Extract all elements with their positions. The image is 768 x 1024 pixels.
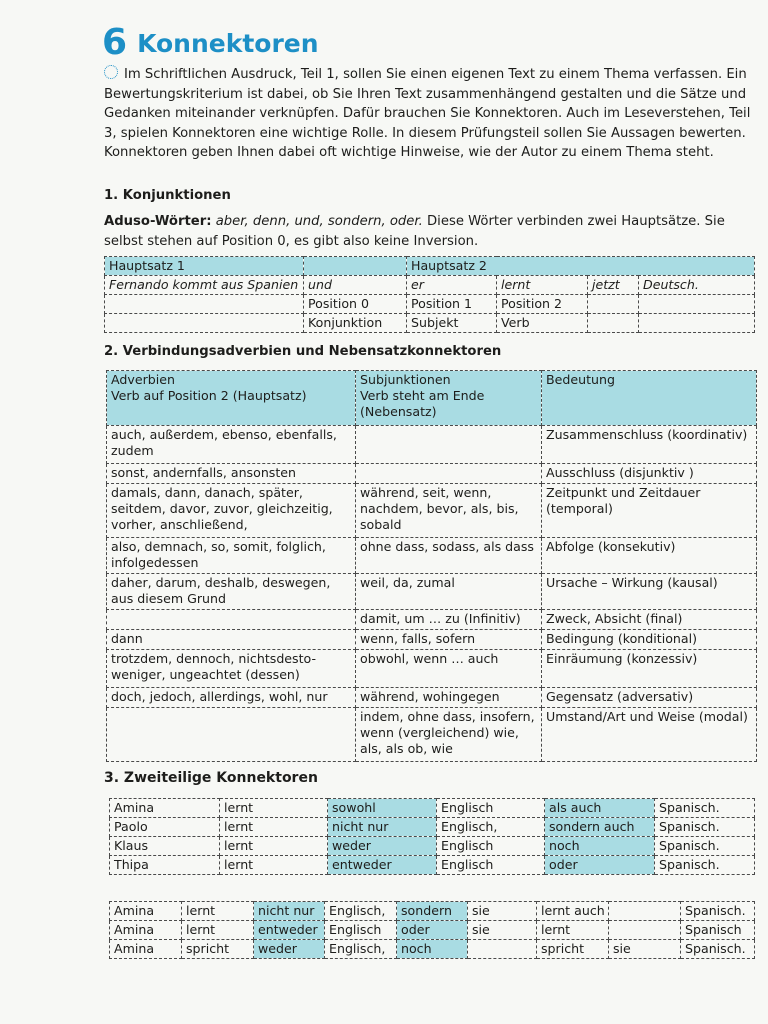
table-cell: Spanisch. — [655, 837, 755, 856]
table-cell: ohne dass, sodass, als dass — [356, 538, 542, 574]
chapter-title: Konnektoren — [137, 29, 319, 58]
aduso-rest: Diese Wörter verbinden zwei Hauptsätze. Sie selbst stehen auf Position 0, es gibt also keine Inversion. — [104, 214, 725, 249]
table-cell: also, demnach, so, somit, folglich, infolgedessen — [107, 538, 356, 574]
table-cell: Englisch — [437, 856, 545, 875]
table-cell: wenn, falls, sofern — [356, 630, 542, 650]
table-cell: entweder — [254, 921, 325, 940]
table-cell: Thipa — [110, 856, 220, 875]
table-row — [105, 276, 755, 295]
table-cell: weder — [254, 940, 325, 959]
table-cell: lernt — [220, 818, 328, 837]
table-cell: Zusammenschluss (koordinativ) — [542, 426, 757, 464]
table-row — [110, 818, 755, 837]
table-row — [110, 902, 755, 921]
table-cell: Amina — [110, 940, 182, 959]
table-cell: sowohl — [328, 799, 437, 818]
table-cell: als auch — [545, 799, 655, 818]
table-cell: auch, außerdem, ebenso, ebenfalls, zudem — [107, 426, 356, 464]
table-cell: oder — [397, 921, 468, 940]
table-cell: Spanisch — [681, 921, 755, 940]
table-cell — [588, 295, 639, 314]
chapter-number: 6 — [102, 22, 128, 63]
table-cell: sie — [468, 921, 537, 940]
table-cell — [639, 295, 755, 314]
table-cell: Position 1 — [407, 295, 497, 314]
table-row — [110, 837, 755, 856]
table-cell: damit, um … zu (Infinitiv) — [356, 610, 542, 630]
table-cell: Hauptsatz 1 — [105, 257, 304, 276]
table-cell: Spanisch. — [655, 799, 755, 818]
table-row — [107, 464, 757, 484]
intro-paragraph — [104, 65, 754, 163]
table-row — [105, 295, 755, 314]
intro-text: Im Schriftlichen Ausdruck, Teil 1, sollen Sie einen eigenen Text zu einem Thema verfassen. Ein Bewertungskriterium ist dabei, ob Sie Ihren Text zusammenhängend gestalten und die Sätze und Gedanken miteinander verknüpfen. Dafür brauchen Sie Konnektoren. Auch im Leseverstehen, Teil 3, spielen Konnektoren eine wichtige Rolle. In diesem Prüfungsteil sollen Sie Aussagen bewerten. Konnektoren geben Ihnen dabei oft wichtige Hinweise, wie der Autor zu einem Thema steht. — [104, 67, 751, 160]
table-cell: weder — [328, 837, 437, 856]
table-cell: lernt — [182, 902, 254, 921]
table-cell: Position 2 — [497, 295, 588, 314]
table-cell: und — [304, 276, 407, 295]
section-heading-verbindungsadverbien: 2. Verbindungsadverbien und Nebensatzkonnektoren — [104, 344, 502, 359]
table-cell: lernt — [220, 799, 328, 818]
table-cell: lernt — [182, 921, 254, 940]
table-cell: sonst, andernfalls, ansonsten — [107, 464, 356, 484]
table-cell: Ursache – Wirkung (kausal) — [542, 574, 757, 610]
table-cell: Englisch — [437, 837, 545, 856]
table-cell: jetzt — [588, 276, 639, 295]
zweiteilige-table-2 — [109, 901, 755, 959]
table-row — [107, 650, 757, 688]
table-cell: Zweck, Absicht (final) — [542, 610, 757, 630]
table-cell: Deutsch. — [639, 276, 755, 295]
table-row — [107, 484, 757, 538]
table-cell: sondern auch — [545, 818, 655, 837]
table-cell: Hauptsatz 2 — [407, 257, 755, 276]
header-bedeutung: Bedeutung — [542, 371, 757, 426]
table-cell: lernt — [497, 276, 588, 295]
table-cell: Spanisch. — [655, 818, 755, 837]
table-row — [107, 630, 757, 650]
table-header-row — [107, 371, 757, 426]
table-cell: damals, dann, danach, später, seitdem, davor, zuvor, gleichzeitig, vorher, anschließend, — [107, 484, 356, 538]
table-cell — [588, 314, 639, 333]
table-cell — [107, 708, 356, 762]
table-cell — [609, 921, 681, 940]
table-row — [107, 610, 757, 630]
table-cell: indem, ohne dass, insofern, wenn (vergleichend) wie, als, als ob, wie — [356, 708, 542, 762]
konjunktionen-table — [104, 256, 755, 333]
table-cell — [105, 295, 304, 314]
table-cell — [304, 257, 407, 276]
table-cell: sondern — [397, 902, 468, 921]
table-cell: spricht — [182, 940, 254, 959]
table-cell: Gegensatz (adversativ) — [542, 688, 757, 708]
table-cell — [609, 902, 681, 921]
chapter-heading — [102, 22, 319, 63]
header-adverbien: Adverbien Verb auf Position 2 (Hauptsatz) — [107, 371, 356, 426]
table-cell: Englisch, — [437, 818, 545, 837]
table-cell: sie — [468, 902, 537, 921]
table-cell: Englisch — [437, 799, 545, 818]
table-cell: Einräumung (konzessiv) — [542, 650, 757, 688]
table-cell: Klaus — [110, 837, 220, 856]
table-cell: er — [407, 276, 497, 295]
table-cell: noch — [545, 837, 655, 856]
table-row — [110, 856, 755, 875]
table-cell: während, wohingegen — [356, 688, 542, 708]
aduso-lead: Aduso-Wörter: — [104, 214, 212, 229]
table-cell: dann — [107, 630, 356, 650]
table-cell: Ausschluss (disjunktiv ) — [542, 464, 757, 484]
table-cell: Zeitpunkt und Zeitdauer (temporal) — [542, 484, 757, 538]
table-row — [107, 574, 757, 610]
table-row — [105, 314, 755, 333]
table-cell: Spanisch. — [655, 856, 755, 875]
table-cell: weil, da, zumal — [356, 574, 542, 610]
table-row — [110, 921, 755, 940]
table-cell: Englisch, — [325, 902, 397, 921]
table-cell: Englisch — [325, 921, 397, 940]
table-cell: Abfolge (konsekutiv) — [542, 538, 757, 574]
table-row — [107, 426, 757, 464]
table-cell — [468, 940, 537, 959]
table-cell: daher, darum, deshalb, deswegen, aus diesem Grund — [107, 574, 356, 610]
table-cell: Englisch, — [325, 940, 397, 959]
table-cell: noch — [397, 940, 468, 959]
table-cell: Verb — [497, 314, 588, 333]
table-row — [110, 799, 755, 818]
table-cell — [356, 426, 542, 464]
table-cell: Amina — [110, 921, 182, 940]
table-cell: doch, jedoch, allerdings, wohl, nur — [107, 688, 356, 708]
table-cell: nicht nur — [328, 818, 437, 837]
table-cell: spricht — [537, 940, 609, 959]
aduso-paragraph — [104, 212, 754, 251]
table-row — [107, 708, 757, 762]
table-cell: Spanisch. — [681, 902, 755, 921]
konnektoren-table — [106, 370, 757, 762]
table-cell: sie — [609, 940, 681, 959]
table-cell: Paolo — [110, 818, 220, 837]
table-cell: lernt auch — [537, 902, 609, 921]
table-cell: Konjunktion — [304, 314, 407, 333]
table-cell: lernt — [220, 856, 328, 875]
table-cell: lernt — [537, 921, 609, 940]
header-subjunktionen: Subjunktionen Verb steht am Ende (Nebensatz) — [356, 371, 542, 426]
table-cell — [105, 314, 304, 333]
table-cell: während, seit, wenn, nachdem, bevor, als, bis, sobald — [356, 484, 542, 538]
table-cell: Subjekt — [407, 314, 497, 333]
table-cell: lernt — [220, 837, 328, 856]
table-cell: oder — [545, 856, 655, 875]
table-cell: obwohl, wenn … auch — [356, 650, 542, 688]
zweiteilige-table-1 — [109, 798, 755, 875]
table-cell: Umstand/Art und Weise (modal) — [542, 708, 757, 762]
table-cell — [107, 610, 356, 630]
table-cell: Amina — [110, 902, 182, 921]
table-cell — [639, 314, 755, 333]
table-cell: entweder — [328, 856, 437, 875]
section-heading-konjunktionen: 1. Konjunktionen — [104, 188, 231, 203]
table-cell: Spanisch. — [681, 940, 755, 959]
aduso-words: aber, denn, und, sondern, oder. — [215, 214, 423, 229]
table-cell: Position 0 — [304, 295, 407, 314]
table-row — [107, 688, 757, 708]
section-heading-zweiteilige: 3. Zweiteilige Konnektoren — [104, 770, 318, 786]
table-cell: nicht nur — [254, 902, 325, 921]
table-row — [105, 257, 755, 276]
table-cell: trotzdem, dennoch, nichtsdesto-weniger, ungeachtet (dessen) — [107, 650, 356, 688]
table-row — [110, 940, 755, 959]
table-cell: Fernando kommt aus Spanien — [105, 276, 304, 295]
dotted-circle-icon — [104, 65, 118, 79]
table-cell: Bedingung (konditional) — [542, 630, 757, 650]
table-cell — [356, 464, 542, 484]
table-cell: Amina — [110, 799, 220, 818]
table-row — [107, 538, 757, 574]
